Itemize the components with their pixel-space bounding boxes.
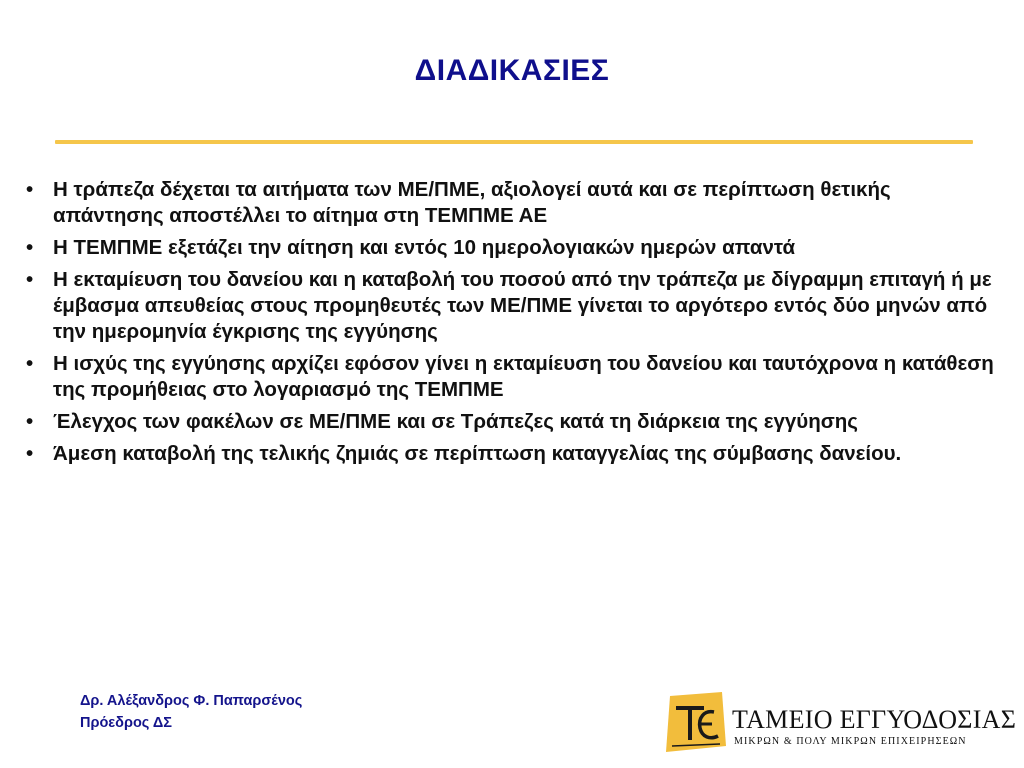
bullet-dot: • bbox=[26, 442, 34, 465]
bullet-dot: • bbox=[26, 410, 34, 433]
bullet-text: Έλεγχος των φακέλων σε ΜΕ/ΠΜΕ και σε Τράπεζες κατά τη διάρκεια της εγγύησης bbox=[53, 410, 858, 433]
bullet-item bbox=[26, 441, 1001, 467]
tempme-logo-icon bbox=[664, 690, 728, 754]
logo-name: ΤΑΜΕΙΟ ΕΓΓΥΟΔΟΣΙΑΣ bbox=[732, 705, 1017, 734]
bullet-text: Η ΤΕΜΠΜΕ εξετάζει την αίτηση και εντός 10 ημερολογιακών ημερών απαντά bbox=[53, 236, 796, 259]
bullet-item bbox=[26, 235, 1001, 261]
bullet-dot: • bbox=[26, 352, 34, 375]
bullet-text: Άμεση καταβολή της τελικής ζημιάς σε περίπτωση καταγγελίας της σύμβασης δανείου. bbox=[53, 442, 902, 465]
bullet-text: Η ισχύς της εγγύησης αρχίζει εφόσον γίνει η εκταμίευση του δανείου και ταυτόχρονα η κατάθεση της προμήθειας στο λογαριασμό της ΤΕΜΠΜΕ bbox=[53, 352, 994, 401]
author-role: Πρόεδρος ΔΣ bbox=[80, 715, 172, 731]
author-name: Δρ. Αλέξανδρος Φ. Παπαρσένος bbox=[80, 693, 303, 709]
slide-title: ΔΙΑΔΙΚΑΣΙΕΣ bbox=[414, 54, 610, 87]
bullet-item bbox=[26, 409, 1001, 435]
bullet-text: Η τράπεζα δέχεται τα αιτήματα των ΜΕ/ΠΜΕ, αξιολογεί αυτά και σε περίπτωση θετικής απάντησης αποστέλλει το αίτημα στη ΤΕΜΠΜΕ ΑΕ bbox=[53, 178, 891, 227]
bullet-dot: • bbox=[26, 236, 34, 259]
tempme-logo bbox=[664, 690, 1017, 760]
bullet-list bbox=[26, 177, 1001, 473]
author-block bbox=[80, 690, 302, 734]
bullet-dot: • bbox=[26, 178, 34, 201]
bullet-text: Η εκταμίευση του δανείου και η καταβολή του ποσού από την τράπεζα με δίγραμμη επιταγή ή με έμβασμα απευθείας στους προμηθευτές των ΜΕ/ΠΜΕ γίνεται το αργότερο εντός δύο μηνών από την ημερομηνία έγκρισης της εγγύησης bbox=[53, 268, 992, 343]
logo-subtitle: ΜΙΚΡΩΝ & ΠΟΛΥ ΜΙΚΡΩΝ ΕΠΙΧΕΙΡΗΣΕΩΝ bbox=[734, 736, 967, 747]
bullet-item bbox=[26, 351, 1001, 403]
bullet-item bbox=[26, 267, 1001, 345]
title-divider bbox=[55, 140, 973, 144]
bullet-item bbox=[26, 177, 1001, 229]
bullet-dot: • bbox=[26, 268, 34, 291]
